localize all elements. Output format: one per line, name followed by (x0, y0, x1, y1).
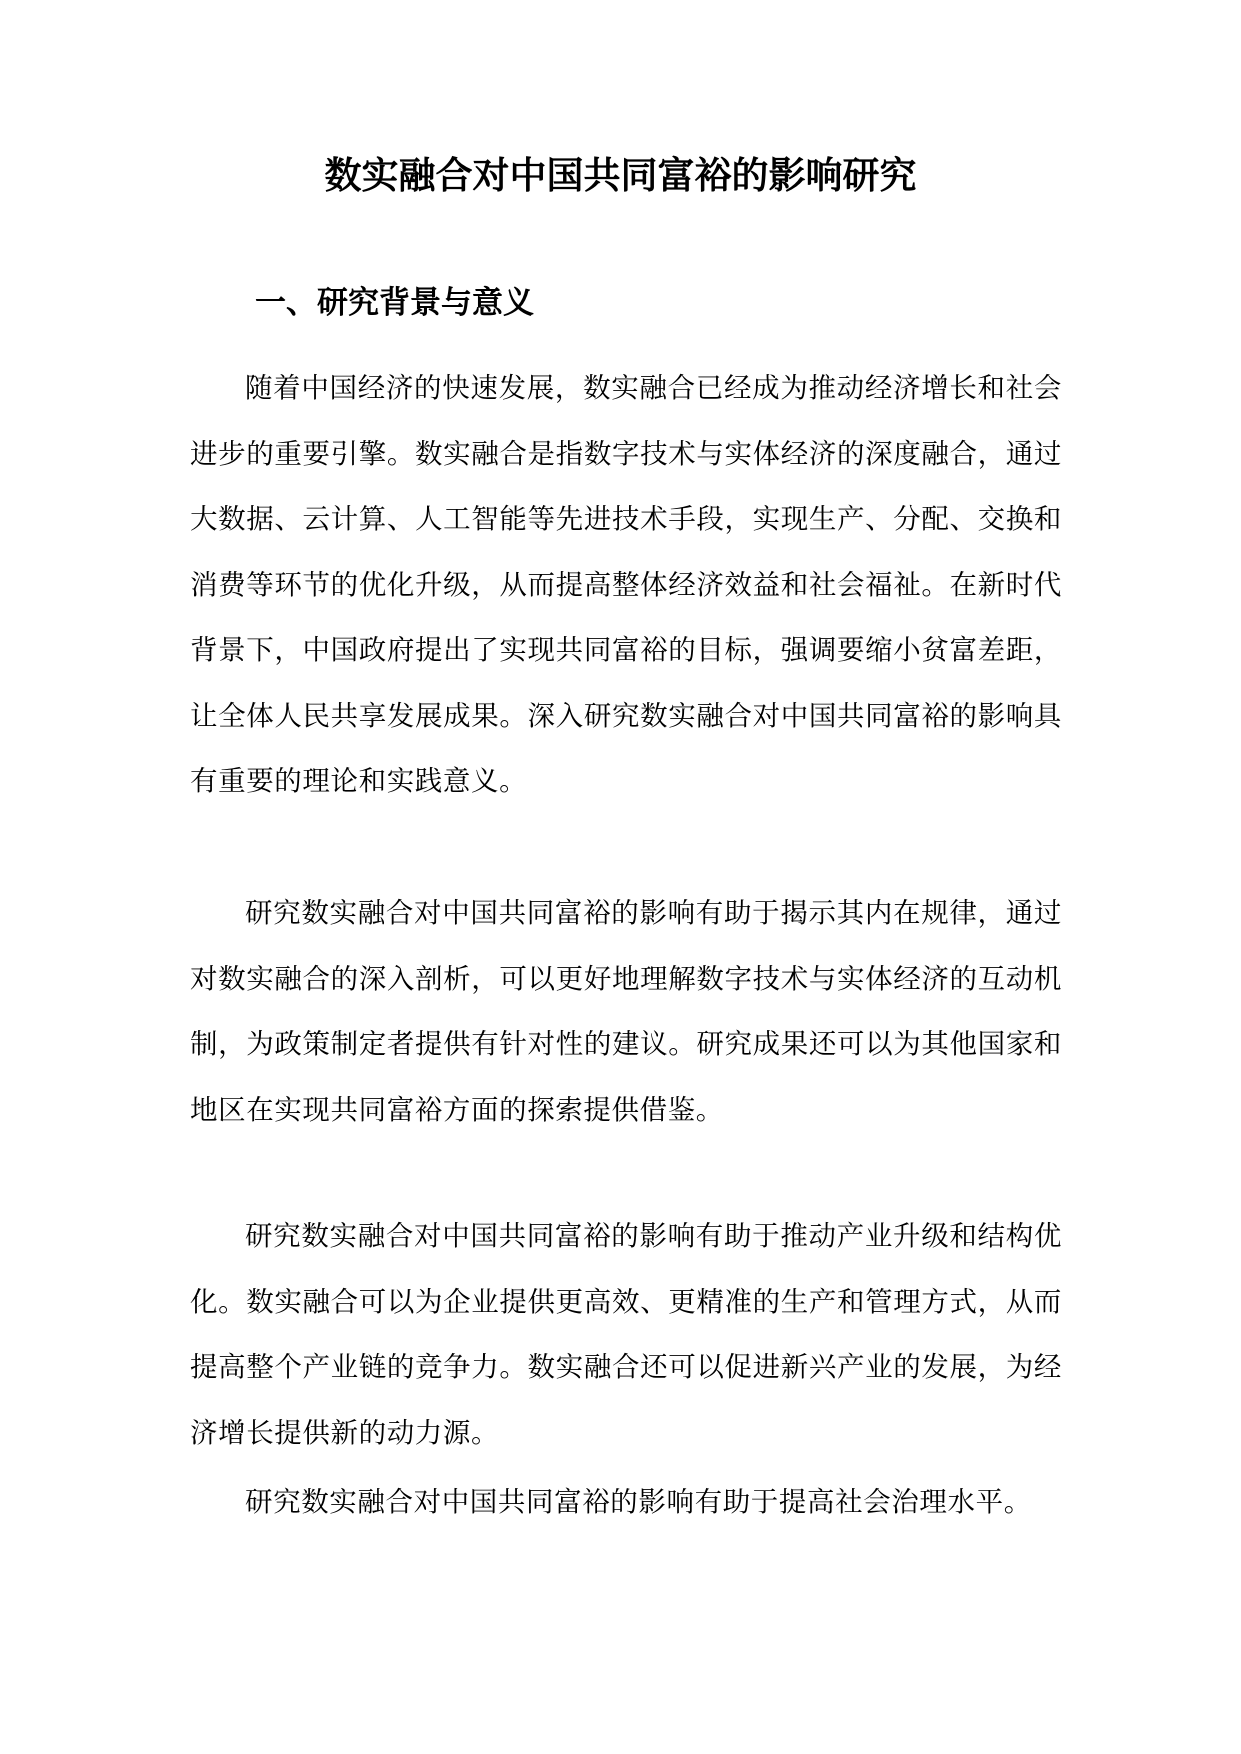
paragraph-theory: 研究数实融合对中国共同富裕的影响有助于揭示其内在规律，通过对数实融合的深入剖析，可以更好地理解数字技术与实体经济的互动机制，为政策制定者提供有针对性的建议。研究成果还可以为其他国家和地区在实现共同富裕方面的探索提供借鉴。 (190, 897, 1062, 1126)
paragraph-background: 随着中国经济的快速发展，数实融合已经成为推动经济增长和社会进步的重要引擎。数实融合是指数字技术与实体经济的深度融合，通过大数据、云计算、人工智能等先进技术手段，实现生产、分配、交换和消费等环节的优化升级，从而提高整体经济效益和社会福祉。在新时代背景下，中国政府提出了实现共同富裕的目标，强调要缩小贫富差距，让全体人民共享发展成果。深入研究数实融合对中国共同富裕的影响具有重要的理论和实践意义。 (190, 372, 1062, 797)
section-heading: 一、研究背景与意义 (255, 285, 534, 321)
paragraph-industry: 研究数实融合对中国共同富裕的影响有助于推动产业升级和结构优化。数实融合可以为企业提供更高效、更精准的生产和管理方式，从而提高整个产业链的竞争力。数实融合还可以促进新兴产业的发展，为经济增长提供新的动力源。 (190, 1220, 1062, 1449)
document-title: 数实融合对中国共同富裕的影响研究 (324, 153, 917, 197)
paragraph-governance: 研究数实融合对中国共同富裕的影响有助于提高社会治理水平。 (245, 1486, 1032, 1518)
